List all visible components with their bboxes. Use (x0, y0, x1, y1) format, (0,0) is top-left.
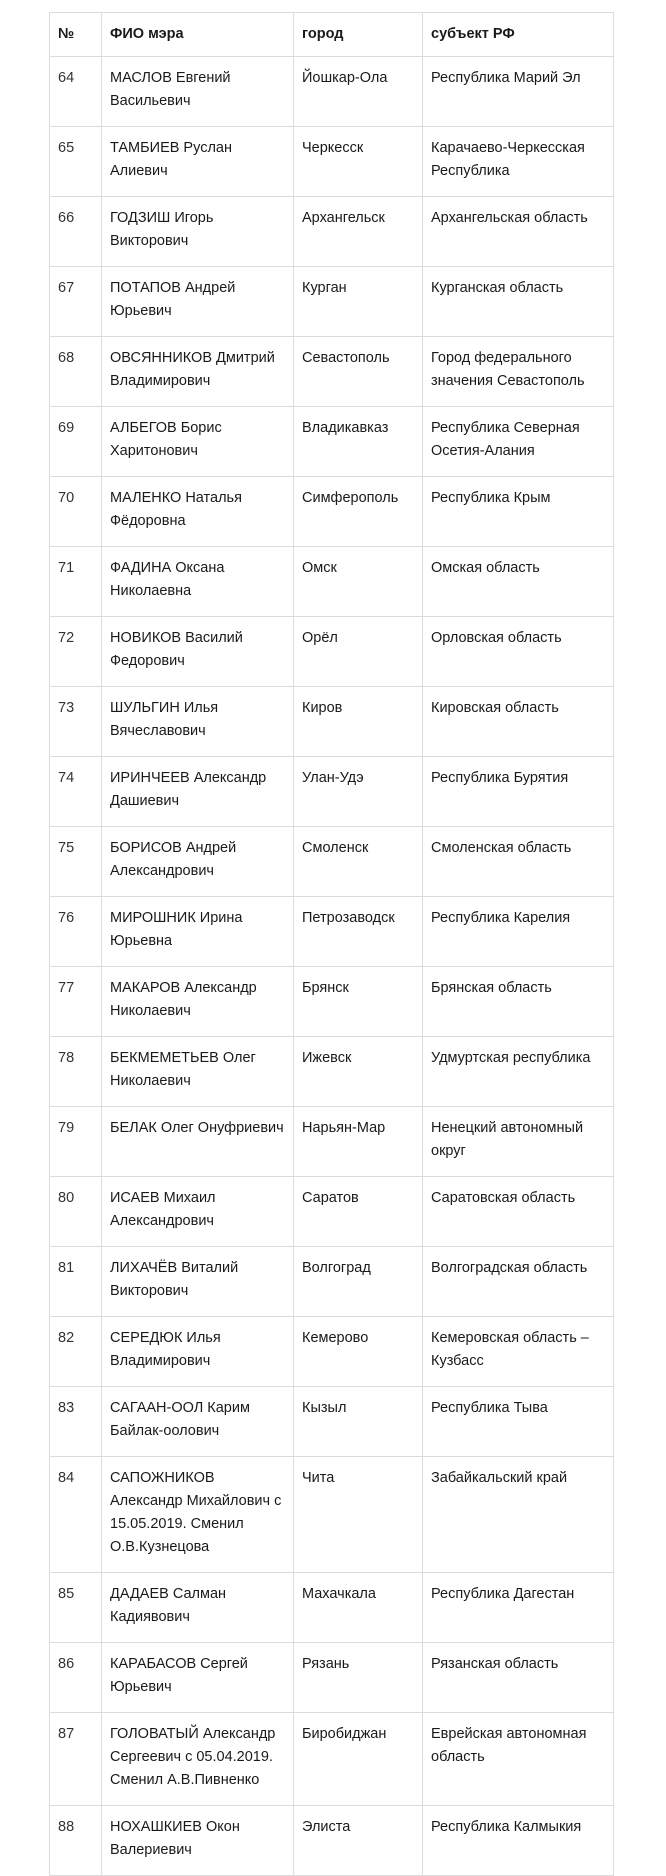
cell-region: Орловская область (423, 617, 614, 687)
cell-number: 71 (50, 547, 102, 617)
cell-mayor-name: НОВИКОВ Василий Федорович (102, 617, 294, 687)
cell-city: Кемерово (294, 1317, 423, 1387)
cell-city: Чита (294, 1457, 423, 1573)
cell-city: Омск (294, 547, 423, 617)
table-row (50, 477, 614, 547)
cell-number: 86 (50, 1643, 102, 1713)
cell-number: 80 (50, 1177, 102, 1247)
cell-region: Волгоградская область (423, 1247, 614, 1317)
cell-region: Брянская область (423, 967, 614, 1037)
cell-city: Улан-Удэ (294, 757, 423, 827)
cell-region: Республика Карелия (423, 897, 614, 967)
cell-mayor-name: МАСЛОВ Евгений Васильевич (102, 57, 294, 127)
table-header-row (50, 13, 614, 57)
table-row (50, 617, 614, 687)
cell-mayor-name: ИРИНЧЕЕВ Александр Дашиевич (102, 757, 294, 827)
cell-city: Киров (294, 687, 423, 757)
cell-mayor-name: КАРАБАСОВ Сергей Юрьевич (102, 1643, 294, 1713)
cell-city: Волгоград (294, 1247, 423, 1317)
table-row (50, 1643, 614, 1713)
cell-region: Республика Бурятия (423, 757, 614, 827)
cell-region: Саратовская область (423, 1177, 614, 1247)
cell-city: Севастополь (294, 337, 423, 407)
cell-city: Ижевск (294, 1037, 423, 1107)
cell-region: Республика Северная Осетия-Алания (423, 407, 614, 477)
cell-number: 87 (50, 1713, 102, 1806)
table-row (50, 267, 614, 337)
cell-number: 84 (50, 1457, 102, 1573)
cell-mayor-name: БОРИСОВ Андрей Александрович (102, 827, 294, 897)
cell-city: Саратов (294, 1177, 423, 1247)
cell-city: Симферополь (294, 477, 423, 547)
cell-mayor-name: БЕКМЕМЕТЬЕВ Олег Николаевич (102, 1037, 294, 1107)
table-row (50, 547, 614, 617)
cell-region: Республика Марий Эл (423, 57, 614, 127)
table-row (50, 827, 614, 897)
table-row (50, 337, 614, 407)
table-row (50, 967, 614, 1037)
cell-city: Элиста (294, 1806, 423, 1876)
cell-mayor-name: ПОТАПОВ Андрей Юрьевич (102, 267, 294, 337)
cell-number: 79 (50, 1107, 102, 1177)
cell-mayor-name: ИСАЕВ Михаил Александрович (102, 1177, 294, 1247)
cell-number: 82 (50, 1317, 102, 1387)
table-row (50, 1573, 614, 1643)
cell-mayor-name: АЛБЕГОВ Борис Харитонович (102, 407, 294, 477)
cell-region: Еврейская автономная область (423, 1713, 614, 1806)
cell-region: Смоленская область (423, 827, 614, 897)
table-row (50, 687, 614, 757)
cell-mayor-name: ТАМБИЕВ Руслан Алиевич (102, 127, 294, 197)
table-row (50, 1457, 614, 1573)
cell-city: Черкесск (294, 127, 423, 197)
cell-mayor-name: СЕРЕДЮК Илья Владимирович (102, 1317, 294, 1387)
table-row (50, 1247, 614, 1317)
cell-region: Ненецкий автономный округ (423, 1107, 614, 1177)
cell-city: Смоленск (294, 827, 423, 897)
cell-city: Владикавказ (294, 407, 423, 477)
cell-number: 83 (50, 1387, 102, 1457)
cell-number: 70 (50, 477, 102, 547)
cell-city: Нарьян-Мар (294, 1107, 423, 1177)
table-row (50, 407, 614, 477)
cell-mayor-name: ЛИХАЧЁВ Виталий Викторович (102, 1247, 294, 1317)
cell-city: Кызыл (294, 1387, 423, 1457)
cell-region: Рязанская область (423, 1643, 614, 1713)
cell-city: Орёл (294, 617, 423, 687)
table-row (50, 1806, 614, 1876)
cell-number: 65 (50, 127, 102, 197)
cell-region: Город федерального значения Севастополь (423, 337, 614, 407)
cell-mayor-name: ШУЛЬГИН Илья Вячеславович (102, 687, 294, 757)
cell-region: Омская область (423, 547, 614, 617)
cell-number: 77 (50, 967, 102, 1037)
table-row (50, 57, 614, 127)
cell-region: Архангельская область (423, 197, 614, 267)
header-mayor-name: ФИО мэра (102, 13, 294, 57)
cell-region: Республика Тыва (423, 1387, 614, 1457)
cell-number: 64 (50, 57, 102, 127)
cell-region: Курганская область (423, 267, 614, 337)
cell-mayor-name: ДАДАЕВ Салман Кадиявович (102, 1573, 294, 1643)
cell-mayor-name: САГААН-ООЛ Карим Байлак-оолович (102, 1387, 294, 1457)
cell-number: 78 (50, 1037, 102, 1107)
cell-region: Карачаево-Черкесская Республика (423, 127, 614, 197)
table-row (50, 1713, 614, 1806)
header-number: № (50, 13, 102, 57)
cell-mayor-name: МАЛЕНКО Наталья Фёдоровна (102, 477, 294, 547)
cell-city: Биробиджан (294, 1713, 423, 1806)
table-row (50, 897, 614, 967)
header-region: субъект РФ (423, 13, 614, 57)
cell-city: Архангельск (294, 197, 423, 267)
table-row (50, 1387, 614, 1457)
cell-number: 74 (50, 757, 102, 827)
table-row (50, 1177, 614, 1247)
mayors-table (49, 12, 614, 1876)
cell-mayor-name: МАКАРОВ Александр Николаевич (102, 967, 294, 1037)
cell-mayor-name: САПОЖНИКОВ Александр Михайлович с 15.05.2019. Сменил О.В.Кузнецова (102, 1457, 294, 1573)
cell-region: Кировская область (423, 687, 614, 757)
header-city: город (294, 13, 423, 57)
cell-number: 88 (50, 1806, 102, 1876)
cell-region: Республика Дагестан (423, 1573, 614, 1643)
cell-city: Брянск (294, 967, 423, 1037)
cell-region: Республика Крым (423, 477, 614, 547)
cell-region: Кемеровская область – Кузбасс (423, 1317, 614, 1387)
mayors-table-container (49, 12, 613, 1876)
cell-mayor-name: ФАДИНА Оксана Николаевна (102, 547, 294, 617)
cell-number: 67 (50, 267, 102, 337)
cell-city: Рязань (294, 1643, 423, 1713)
cell-city: Петрозаводск (294, 897, 423, 967)
table-row (50, 1037, 614, 1107)
cell-city: Махачкала (294, 1573, 423, 1643)
table-row (50, 197, 614, 267)
cell-region: Республика Калмыкия (423, 1806, 614, 1876)
cell-mayor-name: ГОЛОВАТЫЙ Александр Сергеевич с 05.04.2019. Сменил А.В.Пивненко (102, 1713, 294, 1806)
cell-city: Йошкар-Ола (294, 57, 423, 127)
cell-number: 85 (50, 1573, 102, 1643)
cell-city: Курган (294, 267, 423, 337)
cell-region: Удмуртская республика (423, 1037, 614, 1107)
table-row (50, 757, 614, 827)
cell-number: 75 (50, 827, 102, 897)
cell-number: 73 (50, 687, 102, 757)
cell-mayor-name: ОВСЯННИКОВ Дмитрий Владимирович (102, 337, 294, 407)
cell-number: 76 (50, 897, 102, 967)
cell-mayor-name: НОХАШКИЕВ Окон Валериевич (102, 1806, 294, 1876)
cell-number: 72 (50, 617, 102, 687)
cell-region: Забайкальский край (423, 1457, 614, 1573)
table-row (50, 1107, 614, 1177)
cell-mayor-name: БЕЛАК Олег Онуфриевич (102, 1107, 294, 1177)
cell-number: 66 (50, 197, 102, 267)
cell-number: 81 (50, 1247, 102, 1317)
cell-number: 69 (50, 407, 102, 477)
table-row (50, 127, 614, 197)
table-body (50, 57, 614, 1876)
cell-mayor-name: МИРОШНИК Ирина Юрьевна (102, 897, 294, 967)
cell-number: 68 (50, 337, 102, 407)
cell-mayor-name: ГОДЗИШ Игорь Викторович (102, 197, 294, 267)
table-row (50, 1317, 614, 1387)
